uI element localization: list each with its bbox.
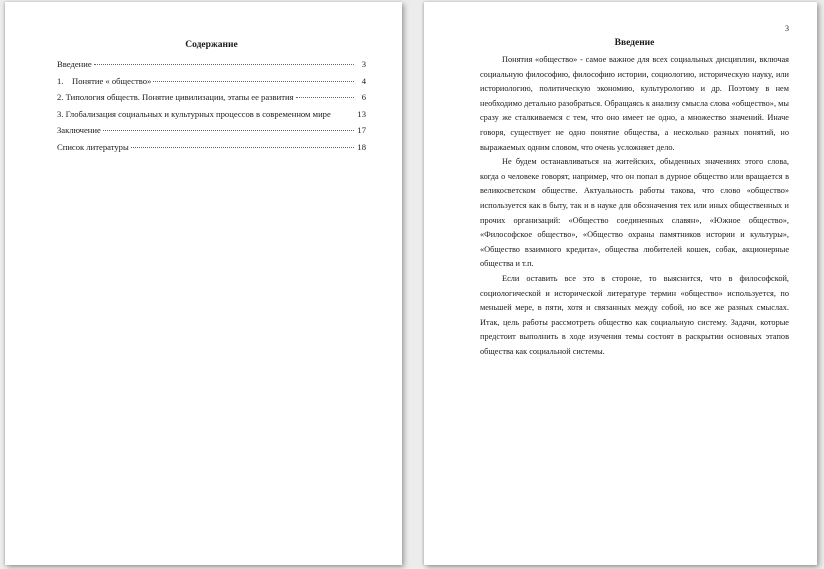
toc-entry-label: 3. Глобализация социальных и культурных процессов в современном мире [57, 108, 331, 119]
toc-entry-label: Введение [57, 59, 92, 69]
intro-title: Введение [614, 38, 655, 48]
toc-entry [57, 59, 366, 70]
toc-entry-label: 1. Понятие « общество» [57, 75, 152, 86]
toc-entry-page: 6 [361, 92, 366, 102]
table-of-contents-page [5, 2, 402, 565]
toc-entry [57, 92, 366, 103]
toc-entry [57, 76, 366, 87]
toc-entry-page: 13 [357, 108, 366, 119]
page-number: 3 [785, 24, 789, 33]
toc-entry [57, 142, 366, 153]
toc-entry-label: Заключение [57, 125, 101, 135]
toc-leader-dots [94, 64, 354, 65]
toc-entry [57, 125, 366, 136]
toc-entry-page: 18 [357, 141, 366, 152]
toc-entry-page: 3 [361, 59, 366, 69]
toc-entry-page: 4 [361, 75, 366, 86]
toc-leader-dots [131, 147, 354, 148]
toc-list [57, 59, 366, 153]
toc-leader-dots [103, 130, 354, 131]
intro-paragraph: Понятия «общество» - самое важное для всех социальных дисциплин, включая социальную философию, философию истории, социологию, историческую науку, или историологию, политическую экономию, культурологию и др. Поэтому в нем необходимо детально разобраться. Обращаясь к анализу смысла слова «общество», мы сразу же сталкиваемся с тем, что оно имеет не одно, а множество значений. Иначе говоря, существует не одно понятие общества, а несколько разных понятий, но выражаемых одним словом, что очень усложняет дело. [480, 55, 789, 152]
introduction-page [424, 2, 817, 565]
toc-entry-label: Список литературы [57, 141, 129, 152]
toc-entry [57, 109, 366, 120]
toc-entry-label: 2. Типология обществ. Понятие цивилизации, этапы ее развития [57, 92, 294, 102]
toc-leader-dots [296, 97, 355, 98]
toc-leader-dots [153, 81, 354, 82]
toc-entry-page: 17 [357, 125, 366, 135]
toc-title: Содержание [185, 40, 238, 50]
intro-paragraph: Не будем останавливаться на житейских, обыденных значениях этого слова, когда о человеке говорят, например, что он попал в дурное общество или вращается в великосветском обществе. Актуальность работы такова, что слово «общество» используется как в быту, так и в науке для обозначения тех или иных общественных и прочих организаций: «Общество соединенных славян», «Южное общество», «Философское общество», «Общество охраны памятников истории и культуры», «Общество взаимного кредита», общества любителей кошек, собак, акционерные общества и т.п. [480, 157, 789, 269]
intro-paragraph: Если оставить все это в стороне, то выяснится, что в философской, социологической и исторической литературе термин «общество» используется, по меньшей мере, в пяти, хотя и связанных между собой, но все же разных смыслах. Итак, цель работы рассмотреть общество как социальную систему. Задачи, которые предстоит выполнить в ходе изучения темы состоят в раскрытии основных этапов общества как социальной системы. [480, 273, 789, 356]
